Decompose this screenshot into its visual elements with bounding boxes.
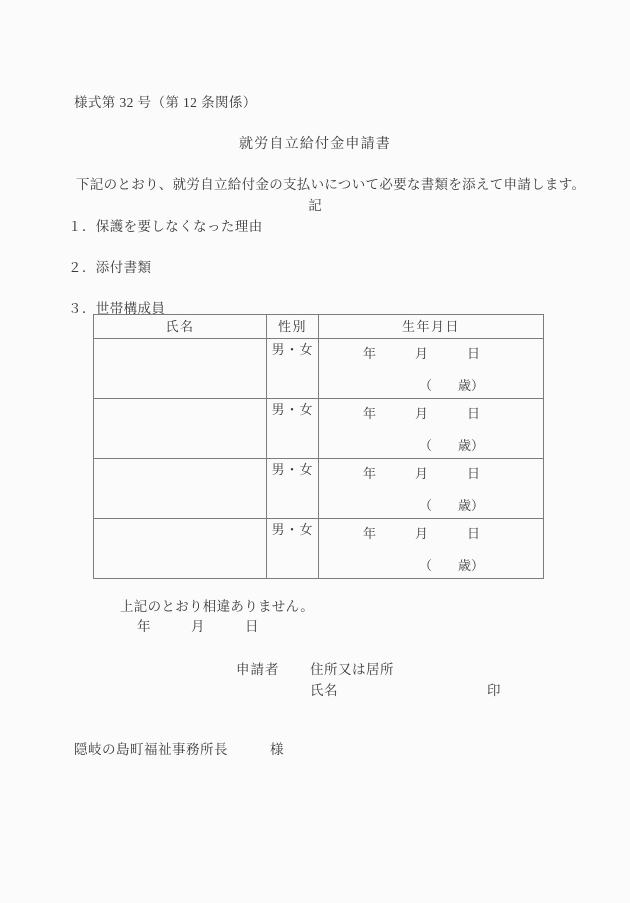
birth-ymd-label: 年 月 日 (363, 526, 481, 541)
sex-field[interactable]: 男・女 (267, 459, 319, 519)
birthdate-field[interactable] (319, 519, 544, 579)
sex-field[interactable]: 男・女 (267, 399, 319, 459)
column-header-name: 氏名 (94, 315, 267, 339)
name-field[interactable] (94, 339, 267, 399)
birth-age-label: （ 歳） (419, 498, 485, 513)
item-attached-documents: ２．添付書類 (68, 260, 152, 275)
page-title: 就労自立給付金申請書 (239, 137, 391, 152)
birthdate-field[interactable] (319, 339, 544, 399)
confirmation-statement: 上記のとおり相違ありません。 (120, 599, 315, 614)
birth-ymd-label: 年 月 日 (363, 466, 481, 481)
table-row (94, 399, 544, 459)
name-field[interactable] (94, 519, 267, 579)
seal-mark: 印 (487, 683, 501, 698)
form-number: 様式第 32 号（第 12 条関係） (74, 95, 257, 110)
item-reason-no-longer-needing-assistance: １．保護を要しなくなった理由 (68, 219, 263, 234)
applicant-name-label[interactable]: 氏名 (310, 683, 338, 698)
birthdate-field[interactable] (319, 459, 544, 519)
ki-marker: 記 (308, 198, 322, 213)
table-header-row (94, 315, 544, 339)
column-header-birth: 生年月日 (319, 315, 544, 339)
item-household-members: ３．世帯構成員 (68, 301, 166, 316)
sex-field[interactable]: 男・女 (267, 519, 319, 579)
confirmation-date-line[interactable]: 年 月 日 (137, 619, 259, 634)
sex-field[interactable]: 男・女 (267, 339, 319, 399)
table-row (94, 459, 544, 519)
addressee-line: 隠岐の島町福祉事務所長 様 (74, 742, 284, 757)
column-header-sex: 性別 (267, 315, 319, 339)
lead-paragraph: 下記のとおり、就労自立給付金の支払いについて必要な書類を添えて申請します。 (76, 177, 586, 192)
birthdate-field[interactable] (319, 399, 544, 459)
birth-age-label: （ 歳） (419, 558, 485, 573)
table-row (94, 519, 544, 579)
table-row (94, 339, 544, 399)
birth-ymd-label: 年 月 日 (363, 346, 481, 361)
birth-ymd-label: 年 月 日 (363, 406, 481, 421)
birth-age-label: （ 歳） (419, 438, 485, 453)
household-members-table (93, 314, 544, 579)
birth-age-label: （ 歳） (419, 378, 485, 393)
name-field[interactable] (94, 459, 267, 519)
applicant-address-label[interactable]: 住所又は居所 (310, 662, 394, 677)
name-field[interactable] (94, 399, 267, 459)
applicant-label: 申請者 (236, 662, 280, 677)
